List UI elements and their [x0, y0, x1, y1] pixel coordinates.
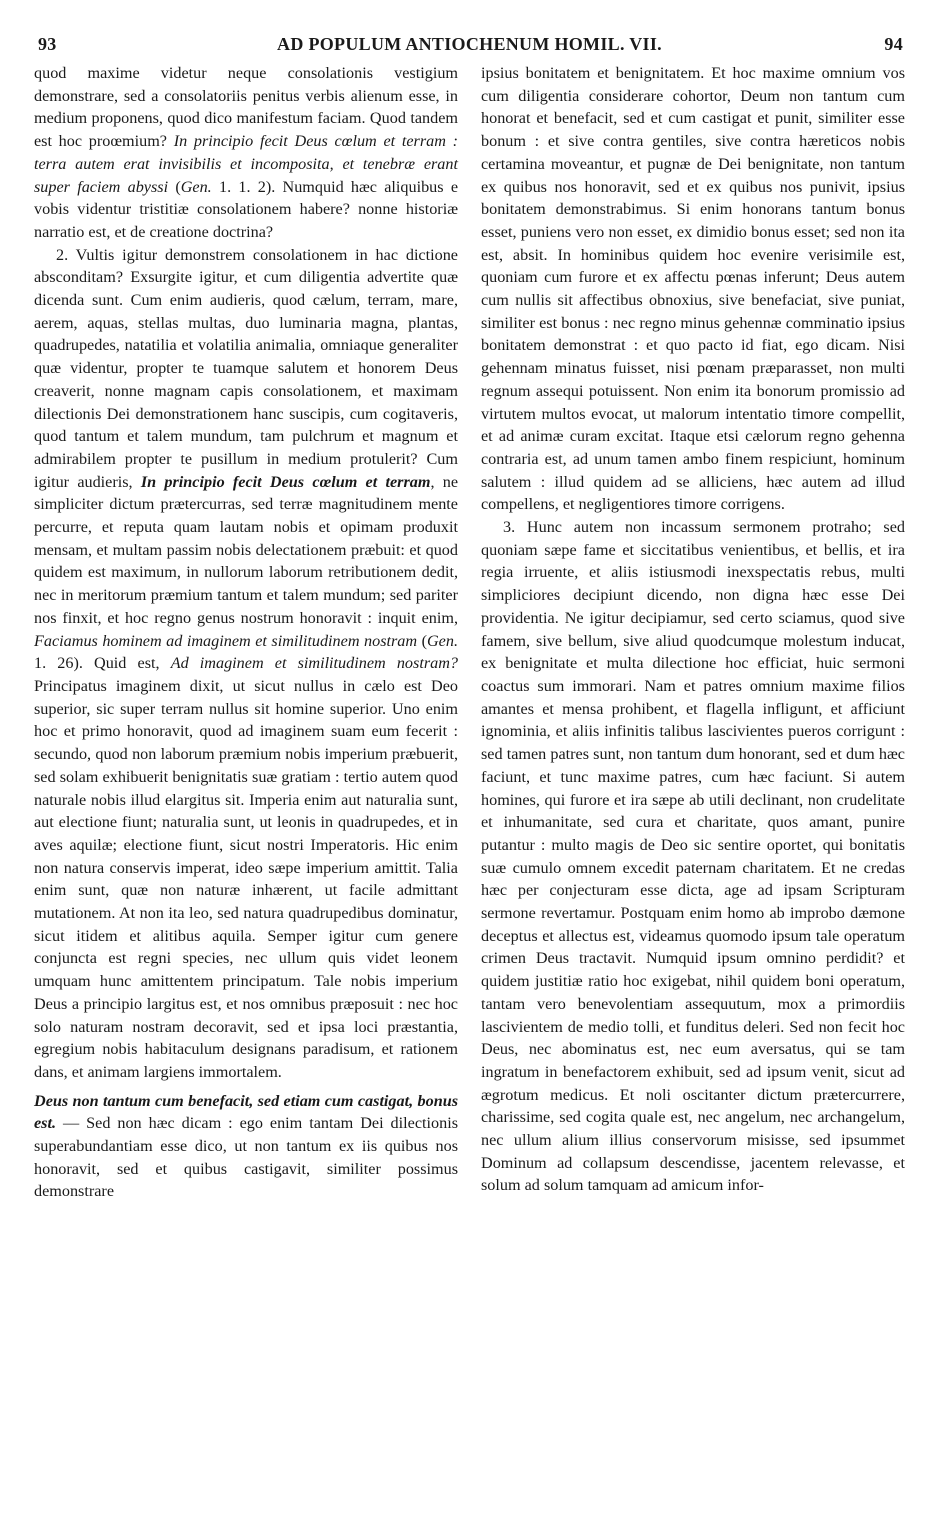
text-run: — Sed non hæc dicam : ego enim tantam Dei dilectionis superabundantiam esse dico, ut non tantum ex iis quibus nos honoravit, sed et quibus castigavit, similiter possimus demonstrare: [34, 1114, 458, 1201]
running-title: AD POPULUM ANTIOCHENUM HOMIL. VII.: [277, 34, 662, 54]
right-column: [481, 62, 905, 1197]
paragraph-2: [34, 244, 458, 1084]
scripture-quote: In principio fecit Deus cœlum et terram: [140, 472, 431, 491]
scripture-quote: In principio fecit Deus cœlum et terram : terra autem erat invisibilis et incomposita, et tenebræ erant super faciem abyssi: [34, 132, 458, 196]
text-run: (: [417, 631, 427, 650]
scripture-quote: Ad imaginem et similitudinem nostram?: [170, 654, 458, 673]
text-run: 2. Vultis igitur demonstrem consolationem in hac dictione absconditam? Exsurgite igitur, et cum diligentia advertite quæ dicenda sunt. Cum enim audieris, quod cælum, terram, mare, aerem, aquas, stellas multas, duo luminaria magna, plantas, quadrupedes, natatilia et volatilia animalia, omniaque generaliter quæ videntur, propter te tuamque salutem et honorem Deus creaverit, nonne magnam capis consolationem, et maximam dilectionis Dei demonstrationem hanc suscipis, cum cogitaveris, quod tantum et talem mundum, tam pulchrum et magnum et admirabilem propter te pusillum in medium protulerit? Cum igitur audieris,: [34, 245, 458, 491]
text-run: Principatus imaginem dixit, ut sicut nullus in cælo est Deo superior, sic super terram nullus sit homine superior. Uno enim hoc et primo honoravit, quod ad imaginem suam eum fecerit : secundo, quod non laborum præmium nobis imperium præbuerit, sed solam exhibuerit benignitatis suæ gratiam : tertio autem quod naturale nobis illud elargitus sit. Imperia enim aut naturalia sunt, aut electione fiunt; naturalia sunt, ut leonis in quadrupedes, et in aves aquilæ; electione fiunt, sicut nostri Imperatoris. Hic enim non natura conservis imperat, ideo sæpe imperium amittit. Talia enim sunt, quæ non naturæ inhærent, ut facile admittant mutationem. At non ita leo, sed natura quadrupedibus dominatur, sicut itidem et alitibus aquila. Semper igitur cum genere conjuncta est regni species, nec ullum quis videt leonem umquam hunc amittentem principatum. Tale nobis imperium Deus a principio largitus est, et nos omnibus præposuit : nec hoc solo naturam nostram decoravit, sed et ipsa loci præstantia, egregium nobis habitaculum designans paradisum, et rationem dans, et animam largiens immortalem.: [34, 676, 458, 1081]
paragraph-continued: [34, 62, 458, 244]
scripture-quote: Faciamus hominem ad imaginem et similitudinem nostram: [34, 631, 418, 650]
paragraph-3-numbered: 3. Hunc autem non incassum sermonem protraho; sed quoniam sæpe fame et siccitatibus venientibus, et bellis, et ira regia irruente, et aliis istiusmodi inexspectatis rebus, multi simpliciores decipiunt dicendo, non digna hæc esse Dei providentia. Ne igitur decipiamur, sed certo sciamus, quod sive famem, sive bellum, sive aliud quodcumque molestum inducat, ex benignitate et multa dilectione hoc efficiat, huic sermoni coactus sum immorari. Nam et patres omnium maxime filios amantes et mensa prohibent, et flagella infligunt, et afficiunt ignominia, et aliis infinitis talibus lascivientes pueros corrigunt : sed tamen patres sunt, non tantum dum honorant, sed et dum hæc faciunt, et tunc maxime patres, cum hæc faciunt. Si autem homines, qui furore et ira sæpe ab utili declinant, non crudelitate et inhumanitate, sed cura et charitate, quos amant, punire putantur : multo magis de Deo sic sentire oportet, qui bonitatis suæ cumulo omnem excedit paternam charitatem. Et ne credas hæc per conjecturam esse dicta, age ad ipsam Scripturam sermone revertamur. Postquam enim homo ab improbo dæmone deceptus et allectus est, videamus quomodo ipsum tale operatum crimen Deus tractavit. Numquid ipsum omnino perdidit? et quidem justitiæ ratio hoc exigebat, nihil quidem boni operatum, tantam vero benevolentiam assequutum, mox a primordiis lascivientem de medio tolli, et funditus deleri. Sed non fecit hoc Deus, nec abominatus est, nec eum aversatus, qui se tam ingratum in benefactorem exhibuit, sed ad ipsum venit, sicut ad ægrotum medicus. Et noli oscitanter dictum prætercurrere, charissime, sed cogita quale est, nec angelum, nec archangelum, nec ullum alium illius conservorum misisse, sed ipsummet Dominum ad collapsum descendisse, jacentem relevasse, et solum ad solum tamquam ad amicum infor-: [481, 518, 905, 1195]
section-heading: Deus non tantum cum benefacit, sed etiam cum castigat, bonus est.: [34, 1091, 458, 1133]
paragraph-continued: ipsius bonitatem et benignitatem. Et hoc maxime omnium vos cum diligentia considerare cohortor, Deum non tantum cum honorat et benefacit, sed et cum castigat et punit, similiter esse bonum : et sive contra gentiles, sive contra hæreticos nobis certamina moveantur, et pugnæ de Dei benignitate, non tantum ex quibus nos honoravit, sed et ex quibus nos punivit, ipsius bonitatem demonstrabimus. Si enim honorans tantum bonus esset, puniens vero non esset, ex dimidio bonus esset; sed non ita est, absit. In hominibus quidem hoc evenire verisimile est, quoniam cum furore et ex affectu pœnas inferunt; Deus autem cum nullis sit affectibus obnoxius, sive benefaciat, sive puniat, similiter est bonus : nec regno minus gehennæ comminatio ipsius bonitatem demonstrat : et quo pacto id fiat, ego dicam. Nisi gehennam minatus fuisset, nisi pœnam præparasset, non multi regnum assequi potuissent. Non enim ita bonorum promissio ad virtutem multos evocat, ut malorum intentatio timore compellit, et ad animæ curam excitat. Itaque etsi cælorum regno gehenna contraria est, ad unum tamen ambo finem respiciunt, hominum salutem : illud quidem ad se alliciens, hæc autem ad illud compellens, et negligentiores timore corrigens.: [481, 64, 905, 514]
citation: Gen.: [180, 177, 212, 196]
page-number-left: 93: [38, 34, 57, 54]
citation: Gen.: [426, 631, 458, 650]
text-run: 1. 1. 2). Numquid hæc aliquibus e vobis videntur tristitiæ consolationem habere? nonne historiæ narratio est, et de creatione doctrina?: [34, 177, 459, 241]
text-run: , ne simpliciter dictum prætercurras, sed terræ magnitudinem mente percurre, et reputa quam lautam nobis et opimam produxit mensam, et multam passim nobis delectationem præbuit: et quod quidem est maximum, in nullorum laborum retributionem dedit, nec in meritorum præmium tantum et talem mundum; sed pariter nos finxit, et hoc regno genus nostrum honoravit : inquit enim,: [34, 472, 459, 627]
text-run: quod maxime videtur neque consolationis vestigium demonstrare, sed a consolatoriis penitus verbis alienum esse, in medium proponens, quod dico manifestum faciam. Quod tandem est hoc proœmium?: [34, 64, 458, 151]
text-run: (: [168, 177, 181, 196]
left-column: [34, 62, 458, 1203]
page-number-right: 94: [884, 34, 903, 54]
paragraph-3: [34, 1090, 458, 1204]
running-head: [34, 34, 905, 60]
text-run: 1. 26). Quid est,: [34, 654, 171, 673]
